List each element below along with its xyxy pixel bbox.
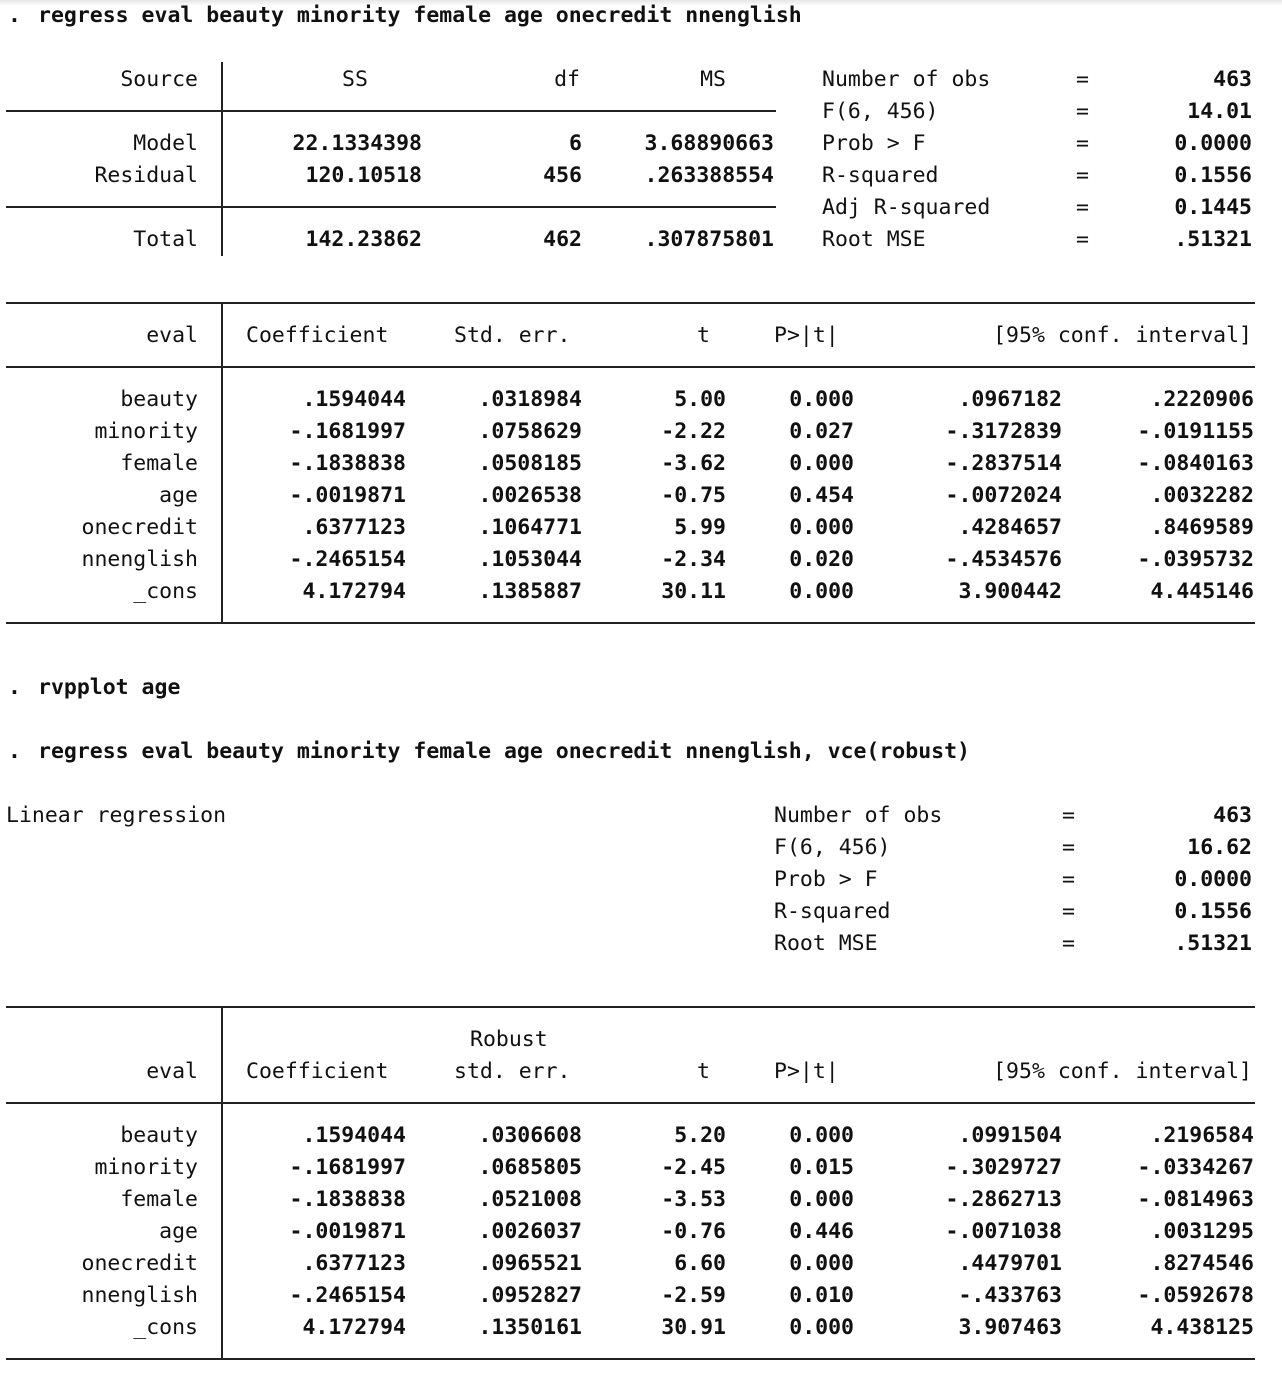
coef2-ci-low: .4479701	[958, 1251, 1062, 1276]
coef1-ci-low: -.0072024	[945, 483, 1062, 508]
coef1-se: .0758629	[478, 419, 582, 444]
stat-equals: =	[1062, 899, 1075, 924]
coef2-t: -2.59	[661, 1283, 726, 1308]
coef1-var: nnenglish	[81, 547, 198, 572]
coef1-p: 0.000	[789, 387, 854, 412]
coef2-header-rule	[6, 1102, 1255, 1104]
coef2-header-t: t	[697, 1059, 710, 1084]
coef1-top-rule	[6, 302, 1255, 304]
coef2-var: minority	[94, 1155, 198, 1180]
stat-label: Prob > F	[774, 867, 878, 892]
coef2-coef: .1594044	[302, 1123, 406, 1148]
stat-equals: =	[1076, 195, 1089, 220]
coef1-var: female	[120, 451, 198, 476]
anova-vertical-divider	[221, 62, 223, 256]
coef2-var: nnenglish	[81, 1283, 198, 1308]
coef2-coef: -.1681997	[289, 1155, 406, 1180]
command-rvpplot: rvpplot age	[38, 675, 181, 700]
coef2-ci-high: .2196584	[1150, 1123, 1254, 1148]
anova-row-total-label: Total	[133, 227, 198, 252]
coef2-coef: 4.172794	[302, 1315, 406, 1340]
coef2-top-rule	[6, 1006, 1255, 1008]
command-regress: regress eval beauty minority female age onecredit nnenglish	[38, 3, 802, 28]
linear-regression-title: Linear regression	[6, 803, 227, 828]
coef2-ci-high: .8274546	[1150, 1251, 1254, 1276]
coef1-header-depvar: eval	[146, 323, 198, 348]
coef2-p: 0.446	[789, 1219, 854, 1244]
anova-header-ms: MS	[700, 67, 726, 92]
coef1-se: .1064771	[478, 515, 582, 540]
coef2-ci-low: -.2862713	[945, 1187, 1062, 1212]
coef1-ci-high: .0032282	[1150, 483, 1254, 508]
coef2-p: 0.010	[789, 1283, 854, 1308]
stat-label: Root MSE	[774, 931, 878, 956]
stat-equals: =	[1062, 803, 1075, 828]
coef2-var: onecredit	[81, 1251, 198, 1276]
coef1-se: .0318984	[478, 387, 582, 412]
coef2-t: -2.45	[661, 1155, 726, 1180]
coef2-header-depvar: eval	[146, 1059, 198, 1084]
anova-header-rule	[6, 110, 776, 112]
stat-label: Root MSE	[822, 227, 926, 252]
stat-equals: =	[1062, 835, 1075, 860]
coef2-ci-high: -.0592678	[1137, 1283, 1254, 1308]
coef2-var: age	[159, 1219, 198, 1244]
coef1-coef: -.0019871	[289, 483, 406, 508]
stat-label: Number of obs	[774, 803, 943, 828]
coef2-var: _cons	[133, 1315, 198, 1340]
stat-label: Number of obs	[822, 67, 991, 92]
coef2-p: 0.000	[789, 1315, 854, 1340]
coef1-t: 5.99	[674, 515, 726, 540]
coef1-ci-high: -.0840163	[1137, 451, 1254, 476]
coef2-se: .0521008	[478, 1187, 582, 1212]
anova-header-df: df	[554, 67, 580, 92]
coef2-t: -0.76	[661, 1219, 726, 1244]
stat-value: 0.1556	[1174, 163, 1252, 188]
coef1-coef: .6377123	[302, 515, 406, 540]
coef1-p: 0.020	[789, 547, 854, 572]
anova-header-ss: SS	[342, 67, 368, 92]
stat-equals: =	[1076, 131, 1089, 156]
coef2-ci-low: -.3029727	[945, 1155, 1062, 1180]
anova-model-ms: 3.68890663	[644, 131, 774, 156]
anova-row-model-label: Model	[133, 131, 198, 156]
coef2-ci-high: -.0814963	[1137, 1187, 1254, 1212]
coef2-coef: -.2465154	[289, 1283, 406, 1308]
coef1-ci-high: 4.445146	[1150, 579, 1254, 604]
stat-label: Adj R-squared	[822, 195, 991, 220]
command-regress-robust: regress eval beauty minority female age onecredit nnenglish, vce(robust)	[38, 739, 970, 764]
coef2-t: 6.60	[674, 1251, 726, 1276]
coef1-header-t: t	[697, 323, 710, 348]
coef1-coef: -.1838838	[289, 451, 406, 476]
stat-value: 14.01	[1187, 99, 1252, 124]
anova-total-ss: 142.23862	[305, 227, 422, 252]
stat-value: 0.0000	[1174, 131, 1252, 156]
stat-value: 0.1445	[1174, 195, 1252, 220]
anova-header-source: Source	[120, 67, 198, 92]
coef1-ci-low: -.2837514	[945, 451, 1062, 476]
coef1-ci-low: .0967182	[958, 387, 1062, 412]
stat-value: 16.62	[1187, 835, 1252, 860]
coef1-header-rule	[6, 366, 1255, 368]
anova-residual-ss: 120.10518	[305, 163, 422, 188]
coef2-ci-low: -.433763	[958, 1283, 1062, 1308]
coef2-ci-high: 4.438125	[1150, 1315, 1254, 1340]
command-prompt-dot: .	[8, 739, 21, 764]
coef1-header-coef: Coefficient	[246, 323, 389, 348]
stat-equals: =	[1076, 227, 1089, 252]
coef1-se: .0508185	[478, 451, 582, 476]
coef1-coef: -.1681997	[289, 419, 406, 444]
anova-total-rule	[6, 206, 776, 208]
coef1-header-se: Std. err.	[454, 323, 571, 348]
coef2-p: 0.000	[789, 1187, 854, 1212]
coef2-coef: .6377123	[302, 1251, 406, 1276]
coef2-p: 0.000	[789, 1123, 854, 1148]
coef1-var: minority	[94, 419, 198, 444]
coef1-p: 0.000	[789, 579, 854, 604]
coef2-se: .0965521	[478, 1251, 582, 1276]
stat-label: F(6, 456)	[774, 835, 891, 860]
coef1-ci-low: 3.900442	[958, 579, 1062, 604]
coef2-header-ci: [95% conf. interval]	[993, 1059, 1252, 1084]
coef2-ci-high: .0031295	[1150, 1219, 1254, 1244]
anova-model-df: 6	[569, 131, 582, 156]
coef2-p: 0.000	[789, 1251, 854, 1276]
coef1-p: 0.454	[789, 483, 854, 508]
anova-residual-df: 456	[543, 163, 582, 188]
coef1-coef: 4.172794	[302, 579, 406, 604]
command-prompt-dot: .	[8, 675, 21, 700]
coef2-se: .0026037	[478, 1219, 582, 1244]
coef2-se: .0685805	[478, 1155, 582, 1180]
coef1-bottom-rule	[6, 622, 1255, 624]
coef2-se: .0306608	[478, 1123, 582, 1148]
coef2-var: female	[120, 1187, 198, 1212]
coef1-header-p: P>|t|	[774, 323, 839, 348]
coef2-ci-low: .0991504	[958, 1123, 1062, 1148]
coef2-coef: -.0019871	[289, 1219, 406, 1244]
coef1-var: beauty	[120, 387, 198, 412]
coef2-bottom-rule	[6, 1358, 1255, 1360]
coef1-se: .1053044	[478, 547, 582, 572]
coef2-ci-low: -.0071038	[945, 1219, 1062, 1244]
coef1-t: -0.75	[661, 483, 726, 508]
coef2-ci-low: 3.907463	[958, 1315, 1062, 1340]
stat-equals: =	[1076, 67, 1089, 92]
coef2-t: -3.53	[661, 1187, 726, 1212]
coef2-t: 30.91	[661, 1315, 726, 1340]
coef1-t: 5.00	[674, 387, 726, 412]
coef1-ci-high: -.0395732	[1137, 547, 1254, 572]
coef2-var: beauty	[120, 1123, 198, 1148]
coef2-p: 0.015	[789, 1155, 854, 1180]
coef1-t: -2.34	[661, 547, 726, 572]
coef1-var: _cons	[133, 579, 198, 604]
coef1-vertical-divider	[221, 302, 223, 623]
coef1-ci-high: -.0191155	[1137, 419, 1254, 444]
coef1-ci-high: .2220906	[1150, 387, 1254, 412]
coef2-ci-high: -.0334267	[1137, 1155, 1254, 1180]
coef2-se: .1350161	[478, 1315, 582, 1340]
coef1-ci-high: .8469589	[1150, 515, 1254, 540]
command-prompt-dot: .	[8, 3, 21, 28]
coef2-header-se: std. err.	[454, 1059, 571, 1084]
anova-row-residual-label: Residual	[94, 163, 198, 188]
stat-label: Prob > F	[822, 131, 926, 156]
coef1-coef: .1594044	[302, 387, 406, 412]
stat-label: R-squared	[774, 899, 891, 924]
coef1-se: .1385887	[478, 579, 582, 604]
stat-value: 463	[1213, 67, 1252, 92]
anova-total-df: 462	[543, 227, 582, 252]
anova-residual-ms: .263388554	[644, 163, 774, 188]
stat-label: R-squared	[822, 163, 939, 188]
coef2-t: 5.20	[674, 1123, 726, 1148]
anova-total-ms: .307875801	[644, 227, 774, 252]
coef1-p: 0.000	[789, 451, 854, 476]
coef1-ci-low: .4284657	[958, 515, 1062, 540]
coef1-var: age	[159, 483, 198, 508]
coef1-ci-low: -.3172839	[945, 419, 1062, 444]
coef1-p: 0.027	[789, 419, 854, 444]
stat-equals: =	[1076, 99, 1089, 124]
coef1-p: 0.000	[789, 515, 854, 540]
coef1-var: onecredit	[81, 515, 198, 540]
anova-model-ss: 22.1334398	[292, 131, 422, 156]
stat-label: F(6, 456)	[822, 99, 939, 124]
coef1-header-ci: [95% conf. interval]	[993, 323, 1252, 348]
stat-value: 0.1556	[1174, 899, 1252, 924]
stat-equals: =	[1062, 867, 1075, 892]
coef1-ci-low: -.4534576	[945, 547, 1062, 572]
coef2-header-p: P>|t|	[774, 1059, 839, 1084]
coef1-se: .0026538	[478, 483, 582, 508]
coef1-t: -2.22	[661, 419, 726, 444]
coef2-coef: -.1838838	[289, 1187, 406, 1212]
coef2-header-coef: Coefficient	[246, 1059, 389, 1084]
coef2-se: .0952827	[478, 1283, 582, 1308]
stat-equals: =	[1076, 163, 1089, 188]
coef1-t: 30.11	[661, 579, 726, 604]
stat-value: 0.0000	[1174, 867, 1252, 892]
coef2-header-robust: Robust	[470, 1027, 548, 1052]
coef1-coef: -.2465154	[289, 547, 406, 572]
stat-value: 463	[1213, 803, 1252, 828]
coef1-t: -3.62	[661, 451, 726, 476]
stat-equals: =	[1062, 931, 1075, 956]
coef2-vertical-divider	[221, 1006, 223, 1359]
stat-value: .51321	[1174, 227, 1252, 252]
stat-value: .51321	[1174, 931, 1252, 956]
